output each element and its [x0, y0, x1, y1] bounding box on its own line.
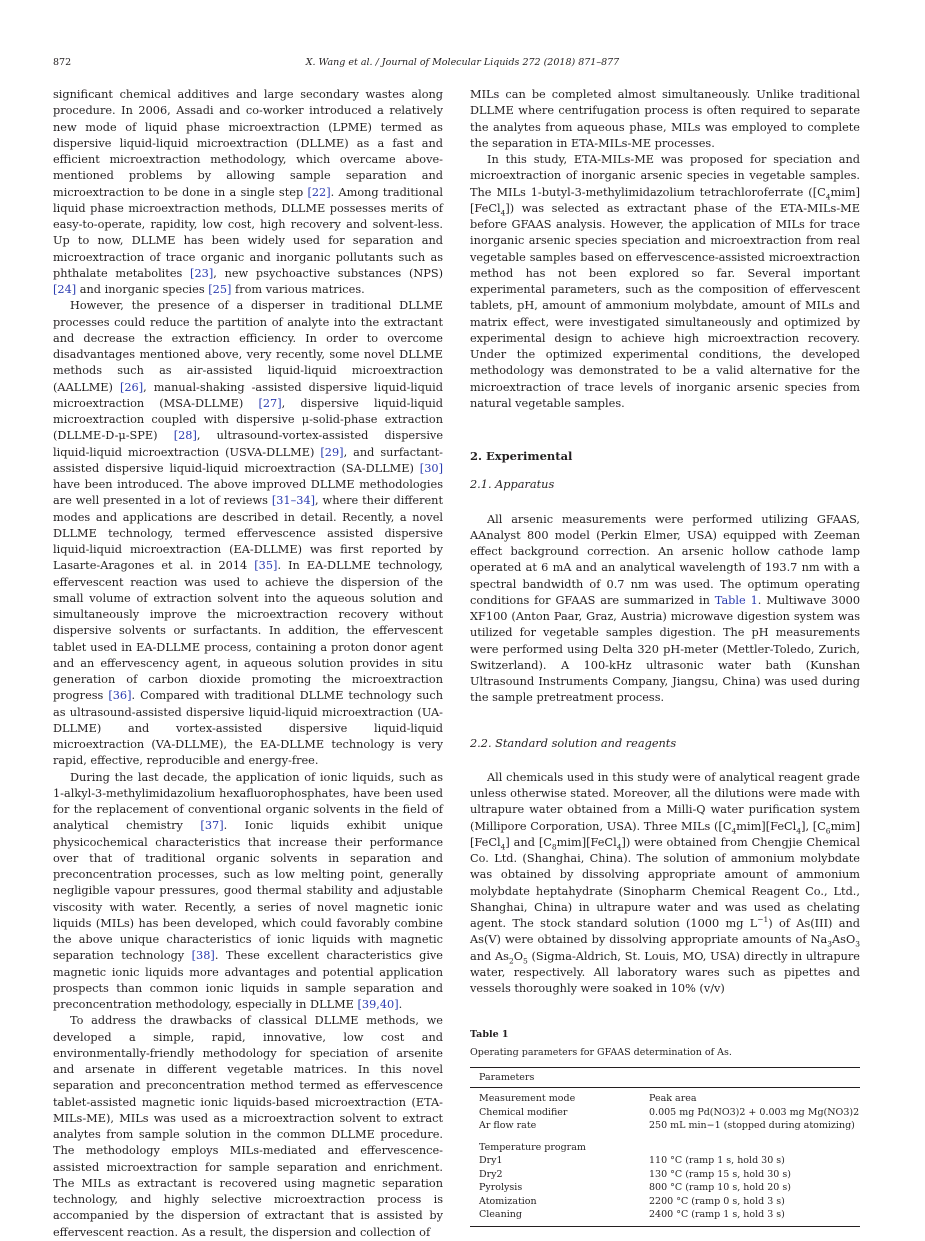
table-label: Table 1 [470, 1029, 509, 1041]
table-row: Cleaning 2400 °C (ramp 1 s, hold 3 s) [470, 1208, 860, 1226]
citation-link[interactable]: [31–34] [271, 494, 316, 508]
table-row: Measurement mode Peak area [479, 1093, 697, 1105]
table-row: Chemical modifier 0.005 mg Pd(NO3)2 + 0.003 mg Mg(NO3)2 [479, 1106, 860, 1118]
paragraph-dllme-intro: significant chemical additives and large secondary wastes along procedure. In 2006, Assadi and co-worker introduced a relatively new mode of liquid phase microextraction (LPME) termed as dispersive liquid-liquid microextraction (DLLME) as a fast and efficient microextraction methodology, which overcame above-mentioned problems by allowing sample separation and microextraction to be done in a single step [22]. Among traditional liquid phase microextraction methods, DLLME possesses merits of easy-to-operate, rapidity, low cost, high recovery and solvent-less. Up to now, DLLME has been widely used for separation and microextraction of trace organic and inorganic pollutants such as phthalate metabolites [23], new psychoactive substances (NPS) [24] and inorganic species [25] from various matrices. [53, 88, 443, 296]
citation-link[interactable]: [38] [191, 949, 215, 963]
citation-link[interactable]: [22] [307, 185, 331, 199]
section-heading-experimental: 2. Experimental [470, 449, 573, 463]
table-row: Dry2 130 °C (ramp 15 s, hold 30 s) [479, 1168, 791, 1180]
running-header: X. Wang et al. / Journal of Molecular Liquids 272 (2018) 871–877 [305, 57, 620, 68]
table-row: Atomization 2200 °C (ramp 0 s, hold 3 s) [479, 1195, 785, 1207]
paragraph-dllme-variants: However, the presence of a disperser in traditional DLLME processes could reduce the partition of analyte into the extractant and decrease the extraction efficiency. In order to overcome disadvantages mentioned above, very recently, some novel DLLME methods such as air-assisted liquid-liquid microextraction (AALLME) [26], manual-shaking -assisted dispersive liquid-liquid microextraction (MSA-DLLME) [27], dispersive liquid-liquid microextraction coupled with dispersive μ-solid-phase extraction (DLLME-D-μ-SPE) [28], ultrasound-vortex-assisted dispersive liquid-liquid microextraction (USVA-DLLME) [29], and surfactant-assisted dispersive liquid-liquid microextraction (SA-DLLME) [30] have been introduced. The above improved DLLME methodologies are well presented in a lot of reviews [31–34], where their different modes and applications are described in detail. Recently, a novel DLLME technology, termed effervescence assisted dispersive liquid-liquid microextraction (EA-DLLME) was first reported by Lasarte-Aragones et al. in 2014 [35]. In EA-DLLME technology, effervescent reaction was used to achieve the dispersion of the small volume of extraction solvent into the aqueous solution and simultaneously improve the microextraction recovery without dispersive solvents or surfactants. In addition, the effervescent tablet used in EA-DLLME process, containing a proton donor agent and an effervescency agent, in aqueous solution provides in situ generation of carbon dioxide promoting the microextraction progress [36]. Compared with traditional DLLME technology such as ultrasound-assisted dispersive liquid-liquid microextraction (UA-DLLME) and vortex-assisted dispersive liquid-liquid microextraction (VA-DLLME), the EA-DLLME technology is very rapid, effective, reproducible and energy-free. [53, 299, 443, 768]
citation-link[interactable]: [24] [53, 283, 77, 296]
citation-link[interactable]: [27] [258, 396, 282, 410]
gfaas-parameters-table [470, 1067, 860, 1227]
citation-link[interactable]: [26] [119, 380, 144, 394]
citation-link[interactable]: [23] [190, 266, 214, 280]
left-column [53, 87, 443, 1241]
subsection-heading-reagents: 2.2. Standard solution and reagents [470, 736, 677, 750]
paragraph-mils-separation: MILs can be completed almost simultaneously. Unlike traditional DLLME where centrifugation process is often required to separate the analytes from aqueous phase, MILs was employed to complete the separation in ETA-MILs-ME processes. [470, 88, 860, 150]
right-column [470, 87, 860, 1227]
paragraph-method-overview: To address the drawbacks of classical DLLME methods, we developed a simple, rapid, innovative, low cost and environmentally-friendly methodology for speciation of arsenite and arsenate in different vegetable matrices. In this novel separation and preconcentration method termed as effervescence tablet-assisted magnetic ionic liquids-based microextraction (ETA-MILs-ME), MILs was used as a microextraction solvent to extract analytes from sample solution in the common DLLME procedure. The methodology employs MILs-mediated and effervescence-assisted microextraction for sample separation and enrichment. The MILs as extractant is recovered using magnetic separation technology, and highly selective microextraction process is accompanied by the dispersion of extractant that is assisted by effervescent reaction. As a result, the dispersion and collection of [53, 1014, 443, 1239]
table-group-title: Temperature program [479, 1141, 586, 1153]
table-1-link[interactable]: Table 1 [714, 593, 758, 607]
table-row: Dry1 110 °C (ramp 1 s, hold 30 s) [479, 1155, 785, 1167]
paragraph-apparatus: All arsenic measurements were performed utilizing GFAAS, AAnalyst 800 model (Perkin Elmer, USA) equipped with Zeeman effect background correction. An arsenic hollow cathode lamp operated at 6 mA and an analytical wavelength of 193.7 nm with a spectral bandwidth of 0.7 nm was used. The optimum operating conditions for GFAAS are summarized in Table 1. Multiwave 3000 XF100 (Anton Paar, Graz, Austria) microwave digestion system was utilized for vegetable samples digestion. The pH measurements were performed using Delta 320 pH-meter (Mettler-Toledo, Zurich, Switzerland). A 100-kHz ultrasonic water bath (Kunshan Ultrasound Instruments Company, Jiangsu, China) was used during the sample pretreatment process. [470, 512, 861, 705]
citation-link[interactable]: [25] [208, 283, 232, 296]
paragraph-study-aim: In this study, ETA-MILs-ME was proposed for speciation and microextraction of inorganic arsenic species in vegetable samples. The MILs 1-butyl-3-methylimidazolium tetrachloroferrate $([C_4mim][FeCl_4])$ was selected as extractant phase of the ETA-MILs-ME before GFAAS analysis. However, the application of MILs for trace inorganic arsenic species speciation and microextraction from real vegetable samples based on effervescence-assisted microextraction method has not been explored so far. Several important experimental parameters, such as the composition of effervescent tablets, pH, amount of ammonium molybdate, amount of MILs and matrix effect, were investigated simultaneously and optimized by experimental design to achieve high microextraction recovery. Under the optimized experimental conditions, the developed methodology was demonstrated to be a valid alternative for the microextraction of trace levels of inorganic arsenic species from natural vegetable samples. [470, 153, 860, 410]
citation-link[interactable]: [39,40] [357, 998, 399, 1011]
paragraph-reagents: All chemicals used in this study were of analytical reagent grade unless otherwise stated. Moreover, all the dilutions were made with ultrapure water obtained from a Milli-Q water purification system (Millipore Corporation, USA). Three MILs ($[C_4mim][FeCl_4]$, $[C_6mim][FeCl_4]$ and $[C_8mim][FeCl_4]$) were obtained from Chengjie Chemical Co. Ltd. (Shanghai, China). The solution of ammonium molybdate was obtained by dissolving appropriate amount of ammonium molybdate heptahydrate (Sinopharm Chemical Reagent Co., Ltd., Shanghai, China) in ultrapure water and was used as chelating agent. The stock standard solution (1000 mg $L^{-1}$) of As(III) and As(V) were obtained by dissolving appropriate amounts of $Na_3AsO_3$ and $As_2O_5$ (Sigma-Aldrich, St. Louis, MO, USA) directly in ultrapure water, respectively. All laboratory wares such as pipettes and vessels thoroughly were soaked in 10% (v/v) [470, 770, 861, 995]
citation-link[interactable]: [36] [108, 689, 132, 703]
citation-link[interactable]: [29] [320, 445, 344, 459]
table-header-parameters: Parameters [470, 1067, 860, 1088]
subsection-heading-apparatus: 2.1. Apparatus [470, 478, 555, 492]
citation-link[interactable]: [37] [200, 819, 224, 833]
table-caption: Operating parameters for GFAAS determination of As. [470, 1046, 732, 1058]
page-number: 872 [53, 57, 72, 68]
paragraph-ionic-liquids: During the last decade, the application of ionic liquids, such as 1-alkyl-3-methylimidazolium hexafluorophosphates, have been used for the replacement of conventional organic solvents in the field of analytical chemistry [37]. Ionic liquids exhibit unique physicochemical characteristics that increase their performance over that of traditional organic solvents in separation and preconcentration processes, such as low melting point, generally negligible vapour pressures, good thermal stability and adjustable viscosity with water. Recently, a series of novel magnetic ionic liquids (MILs) has been developed, which could favorably combine the above unique characteristics of ionic liquids with magnetic separation technology [38]. These excellent characteristics give magnetic ionic liquids more advantages and potential application prospects than common ionic liquids in sample separation and preconcentration methodology, especially in DLLME [39,40]. [53, 770, 443, 1011]
citation-link[interactable]: [35] [254, 559, 278, 573]
citation-link[interactable]: [30] [419, 461, 443, 475]
table-row: Pyrolysis 800 °C (ramp 10 s, hold 20 s) [479, 1182, 791, 1194]
citation-link[interactable]: [28] [173, 429, 197, 443]
table-row: Ar flow rate 250 mL min−1 (stopped during atomizing) [479, 1120, 855, 1132]
